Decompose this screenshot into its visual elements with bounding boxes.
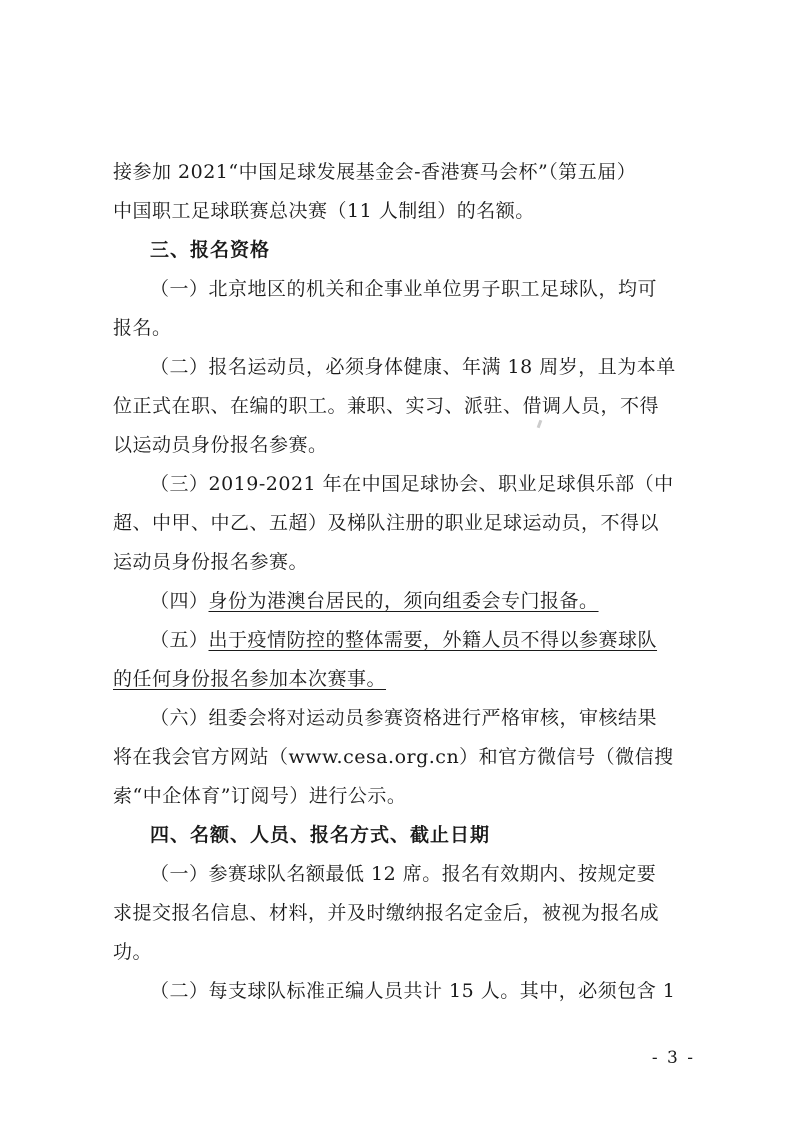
body-text-line: 功。 (113, 941, 153, 963)
body-text-line: （二）报名运动员，必须身体健康、年满 18 周岁，且为本单 (150, 356, 676, 378)
item-prefix: （四） (150, 590, 209, 612)
scan-speck (537, 420, 543, 429)
page-number: - 3 - (651, 1048, 695, 1068)
body-text-line: 位正式在职、在编的职工。兼职、实习、派驻、借调人员，不得 (113, 395, 660, 417)
body-text-line (0, 589, 795, 613)
body-text-line: 超、中甲、中乙、五超）及梯队注册的职业足球运动员，不得以 (113, 512, 660, 534)
body-text-line (0, 628, 795, 652)
body-text-line: （二）每支球队标准正编人员共计 15 人。其中，必须包含 1 (150, 980, 676, 1002)
body-text-line: （六）组委会将对运动员参赛资格进行严格审核，审核结果 (150, 707, 658, 729)
body-text-line: 运动员身份报名参赛。 (113, 551, 309, 573)
body-text-line (0, 667, 795, 691)
underlined-text: 的任何身份报名参加本次赛事。 (113, 668, 387, 690)
body-text-line: 接参加 2021“中国足球发展基金会-香港赛马会杯”（第五届） (113, 161, 637, 183)
body-text-line: （三）2019-2021 年在中国足球协会、职业足球俱乐部（中 (150, 473, 674, 495)
section-heading: 四、名额、人员、报名方式、截止日期 (150, 824, 491, 846)
body-text-line: 将在我会官方网站（www.cesa.org.cn）和官方微信号（微信搜 (113, 746, 674, 768)
body-text-line: 中国职工足球联赛总决赛（11 人制组）的名额。 (113, 200, 535, 222)
body-text-line: 索“中企体育”订阅号）进行公示。 (113, 785, 407, 807)
body-text-line: （一）北京地区的机关和企事业单位男子职工足球队，均可 (150, 278, 658, 300)
underlined-text: 出于疫情防控的整体需要，外籍人员不得以参赛球队 (208, 629, 658, 651)
body-text-line: 求提交报名信息、材料，并及时缴纳报名定金后，被视为报名成 (113, 902, 660, 924)
body-text-line: 报名。 (113, 317, 172, 339)
body-text-line: 以运动员身份报名参赛。 (113, 434, 328, 456)
underlined-text: 身份为港澳台居民的，须向组委会专门报备。 (208, 590, 599, 612)
section-heading: 三、报名资格 (150, 239, 271, 261)
body-text-line: （一）参赛球队名额最低 12 席。报名有效期内、按规定要 (150, 863, 657, 885)
item-prefix: （五） (150, 629, 209, 651)
